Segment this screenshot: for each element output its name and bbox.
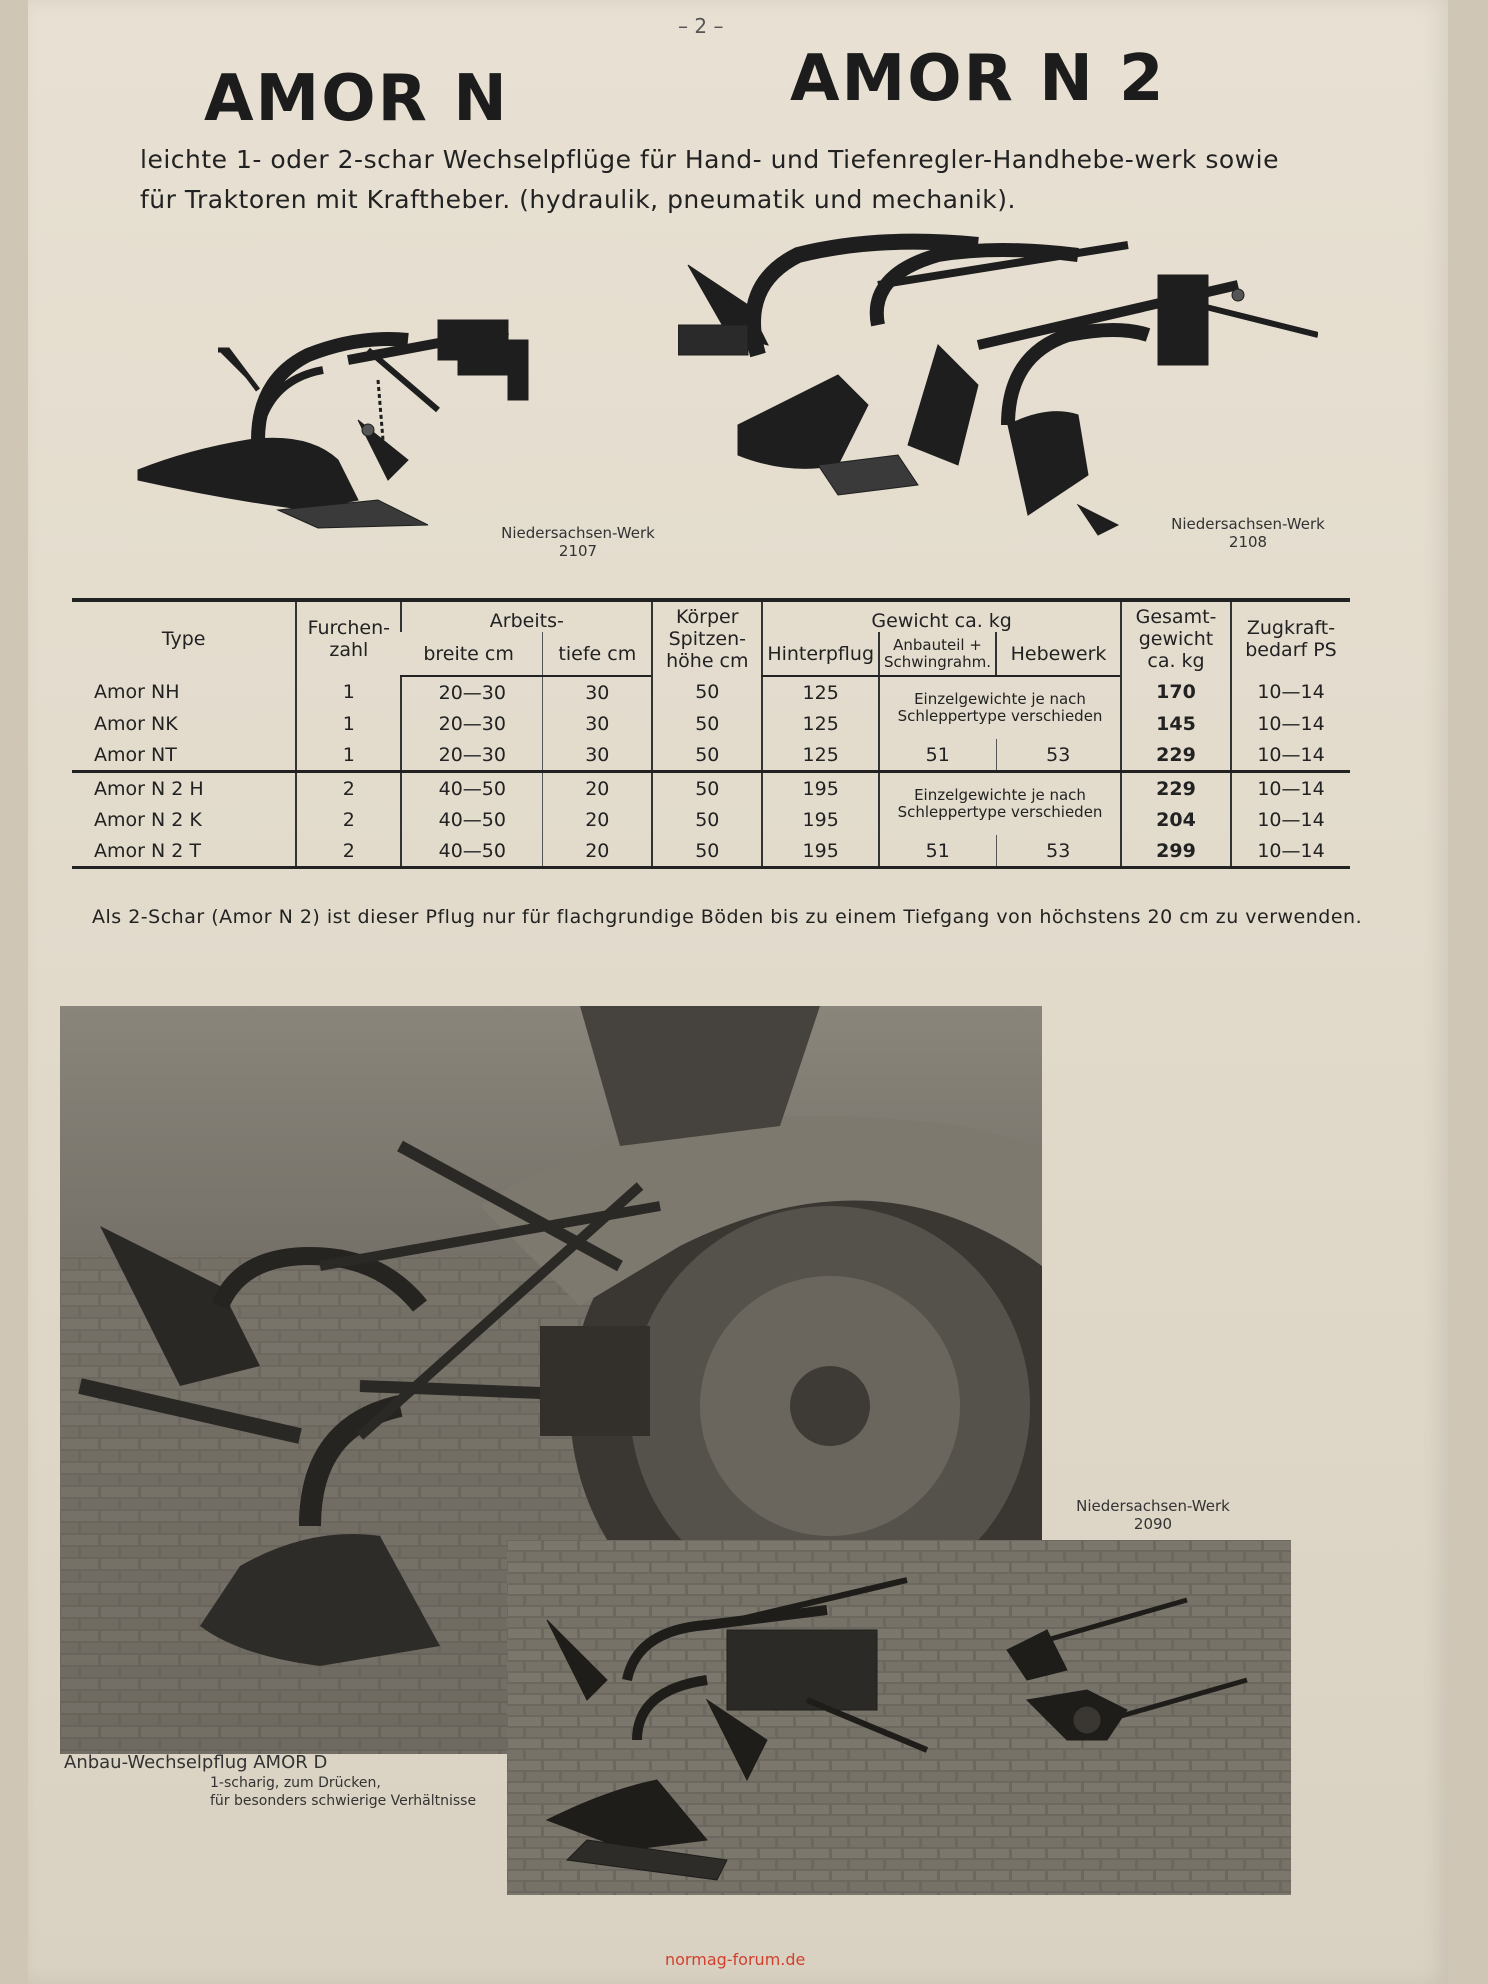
cell-type: Amor N 2 T — [94, 839, 201, 862]
cell-hinterpflug: 195 — [762, 804, 879, 835]
cell-zugkraft: 10—14 — [1231, 804, 1350, 835]
caption-2107-text: Niedersachsen-Werk — [501, 524, 655, 542]
cell-furchen: 1 — [296, 739, 401, 772]
page-number: – 2 – — [678, 14, 724, 38]
table-row — [72, 708, 1350, 739]
cell-hinterpflug: 125 — [762, 676, 879, 708]
cell-hinterpflug: 125 — [762, 739, 879, 772]
caption-2108 — [1158, 515, 1338, 551]
header-gesamt: Gesamt-gewicht ca. kg — [1121, 600, 1231, 676]
cell-breite: 20—30 — [401, 708, 543, 739]
header-breite: breite cm — [401, 632, 543, 676]
cell-type: Amor N 2 K — [94, 808, 202, 831]
cell-furchen: 2 — [296, 772, 401, 805]
cell-tiefe: 30 — [543, 708, 653, 739]
cell-koerper: 50 — [652, 708, 762, 739]
caption-2108-number: 2108 — [1228, 533, 1268, 551]
cell-furchen: 2 — [296, 804, 401, 835]
cell-gesamt: 229 — [1121, 772, 1231, 805]
cell-koerper: 50 — [652, 835, 762, 868]
caption-2107 — [488, 524, 668, 560]
cell-type: Amor N 2 H — [72, 772, 296, 805]
photo-amor-n — [108, 260, 648, 550]
subtitle: leichte 1- oder 2-schar Wechselpflüge für Hand- und Tiefenregler-Handhebe-werk sowie für Traktoren mit Kraftheber. (hydraulik, pneumatik und mechanik). — [140, 145, 1279, 214]
header-type: Type — [161, 628, 206, 650]
cell-koerper: 50 — [652, 676, 762, 708]
cell-hebewerk: 53 — [996, 835, 1121, 868]
cell-type: Amor NH — [94, 681, 180, 703]
table-row — [72, 739, 1350, 772]
header-hebewerk: Hebewerk — [996, 632, 1121, 676]
cell-zugkraft: 10—14 — [1231, 676, 1350, 708]
caption-amor-d-line2: für besonders schwierige Verhältnisse — [210, 1793, 477, 1809]
photo-amor-n2 — [678, 225, 1318, 545]
cell-koerper: 50 — [652, 739, 762, 772]
cell-furchen: 2 — [296, 835, 401, 868]
table-row — [72, 676, 1350, 708]
cell-gesamt: 204 — [1121, 804, 1231, 835]
cell-gesamt: 299 — [1121, 835, 1231, 868]
cell-furchen: 1 — [296, 676, 401, 708]
header-gewicht: Gewicht ca. kg — [762, 600, 1121, 632]
cell-breite: 40—50 — [401, 835, 543, 868]
cell-koerper: 50 — [652, 772, 762, 805]
watermark: normag-forum.de — [665, 1950, 806, 1969]
cell-hebewerk: 53 — [996, 739, 1121, 772]
cell-type: Amor NK — [94, 712, 178, 735]
cell-hinterpflug: 195 — [762, 772, 879, 805]
caption-amor-d-title: Anbau-Wechselpflug AMOR D — [64, 1752, 328, 1773]
header-anbauteil: Anbauteil + Schwingrahm. — [879, 632, 996, 676]
cell-gesamt: 145 — [1121, 708, 1231, 739]
cell-zugkraft: 10—14 — [1231, 708, 1350, 739]
cell-zugkraft: 10—14 — [1231, 835, 1350, 868]
caption-2090 — [1068, 1497, 1238, 1533]
cell-tiefe: 20 — [543, 804, 653, 835]
caption-2090-number: 2090 — [1133, 1515, 1173, 1533]
header-koerper: Körper Spitzen-höhe cm — [652, 600, 762, 676]
plough-2-illustration — [678, 225, 1318, 545]
cell-koerper: 50 — [652, 804, 762, 835]
cell-tiefe: 20 — [543, 835, 653, 868]
usage-note: Als 2-Schar (Amor N 2) ist dieser Pflug nur für flachgrundige Böden bis zu einem Tiefgang von höchstens 20 cm zu verwenden. — [92, 906, 1363, 928]
cell-hinterpflug: 125 — [762, 708, 879, 739]
cell-zugkraft: 10—14 — [1231, 772, 1350, 805]
cell-zugkraft: 10—14 — [1231, 739, 1350, 772]
cell-gesamt: 170 — [1121, 676, 1231, 708]
caption-amor-d-line1: 1-scharig, zum Drücken, — [210, 1775, 381, 1791]
header-arbeits: Arbeits- — [401, 600, 652, 632]
cell-breite: 20—30 — [401, 739, 543, 772]
cell-tiefe: 20 — [543, 772, 653, 805]
cell-merged-note-2: Einzelgewichte je nach Schleppertype verschieden — [879, 772, 1121, 836]
cell-breite: 20—30 — [401, 676, 543, 708]
cell-breite: 40—50 — [401, 772, 543, 805]
cell-furchen: 1 — [296, 708, 401, 739]
cell-anbauteil: 51 — [879, 739, 996, 772]
table-row — [72, 835, 1350, 868]
caption-2107-number: 2107 — [558, 542, 598, 560]
cell-tiefe: 30 — [543, 739, 653, 772]
table-row — [72, 804, 1350, 835]
caption-2090-text: Niedersachsen-Werk — [1076, 1497, 1230, 1515]
header-zugkraft: Zugkraft-bedarf PS — [1231, 600, 1350, 676]
cell-type: Amor NT — [94, 743, 177, 766]
header-tiefe: tiefe cm — [543, 632, 653, 676]
cell-tiefe: 30 — [543, 676, 653, 708]
title-amor-n2: AMOR N 2 — [790, 42, 1166, 116]
cell-breite: 40—50 — [401, 804, 543, 835]
photo-amor-d-inset — [507, 1540, 1291, 1895]
brochure-page — [28, 0, 1448, 1984]
table-row — [72, 772, 1350, 805]
header-furchen: Furchen-zahl — [296, 600, 401, 676]
cell-gesamt: 229 — [1121, 739, 1231, 772]
title-amor-n: AMOR N — [204, 62, 509, 136]
plough-1-illustration — [108, 260, 648, 550]
header-hinterpflug: Hinterpflug — [762, 632, 879, 676]
caption-2108-text: Niedersachsen-Werk — [1171, 515, 1325, 533]
cell-merged-note-1: Einzelgewichte je nach Schleppertype verschieden — [879, 676, 1121, 739]
cell-anbauteil: 51 — [879, 835, 996, 868]
spec-table — [72, 598, 1350, 869]
caption-amor-d — [60, 1752, 500, 1810]
amor-d-inset-illustration — [507, 1540, 1291, 1895]
cell-hinterpflug: 195 — [762, 835, 879, 868]
